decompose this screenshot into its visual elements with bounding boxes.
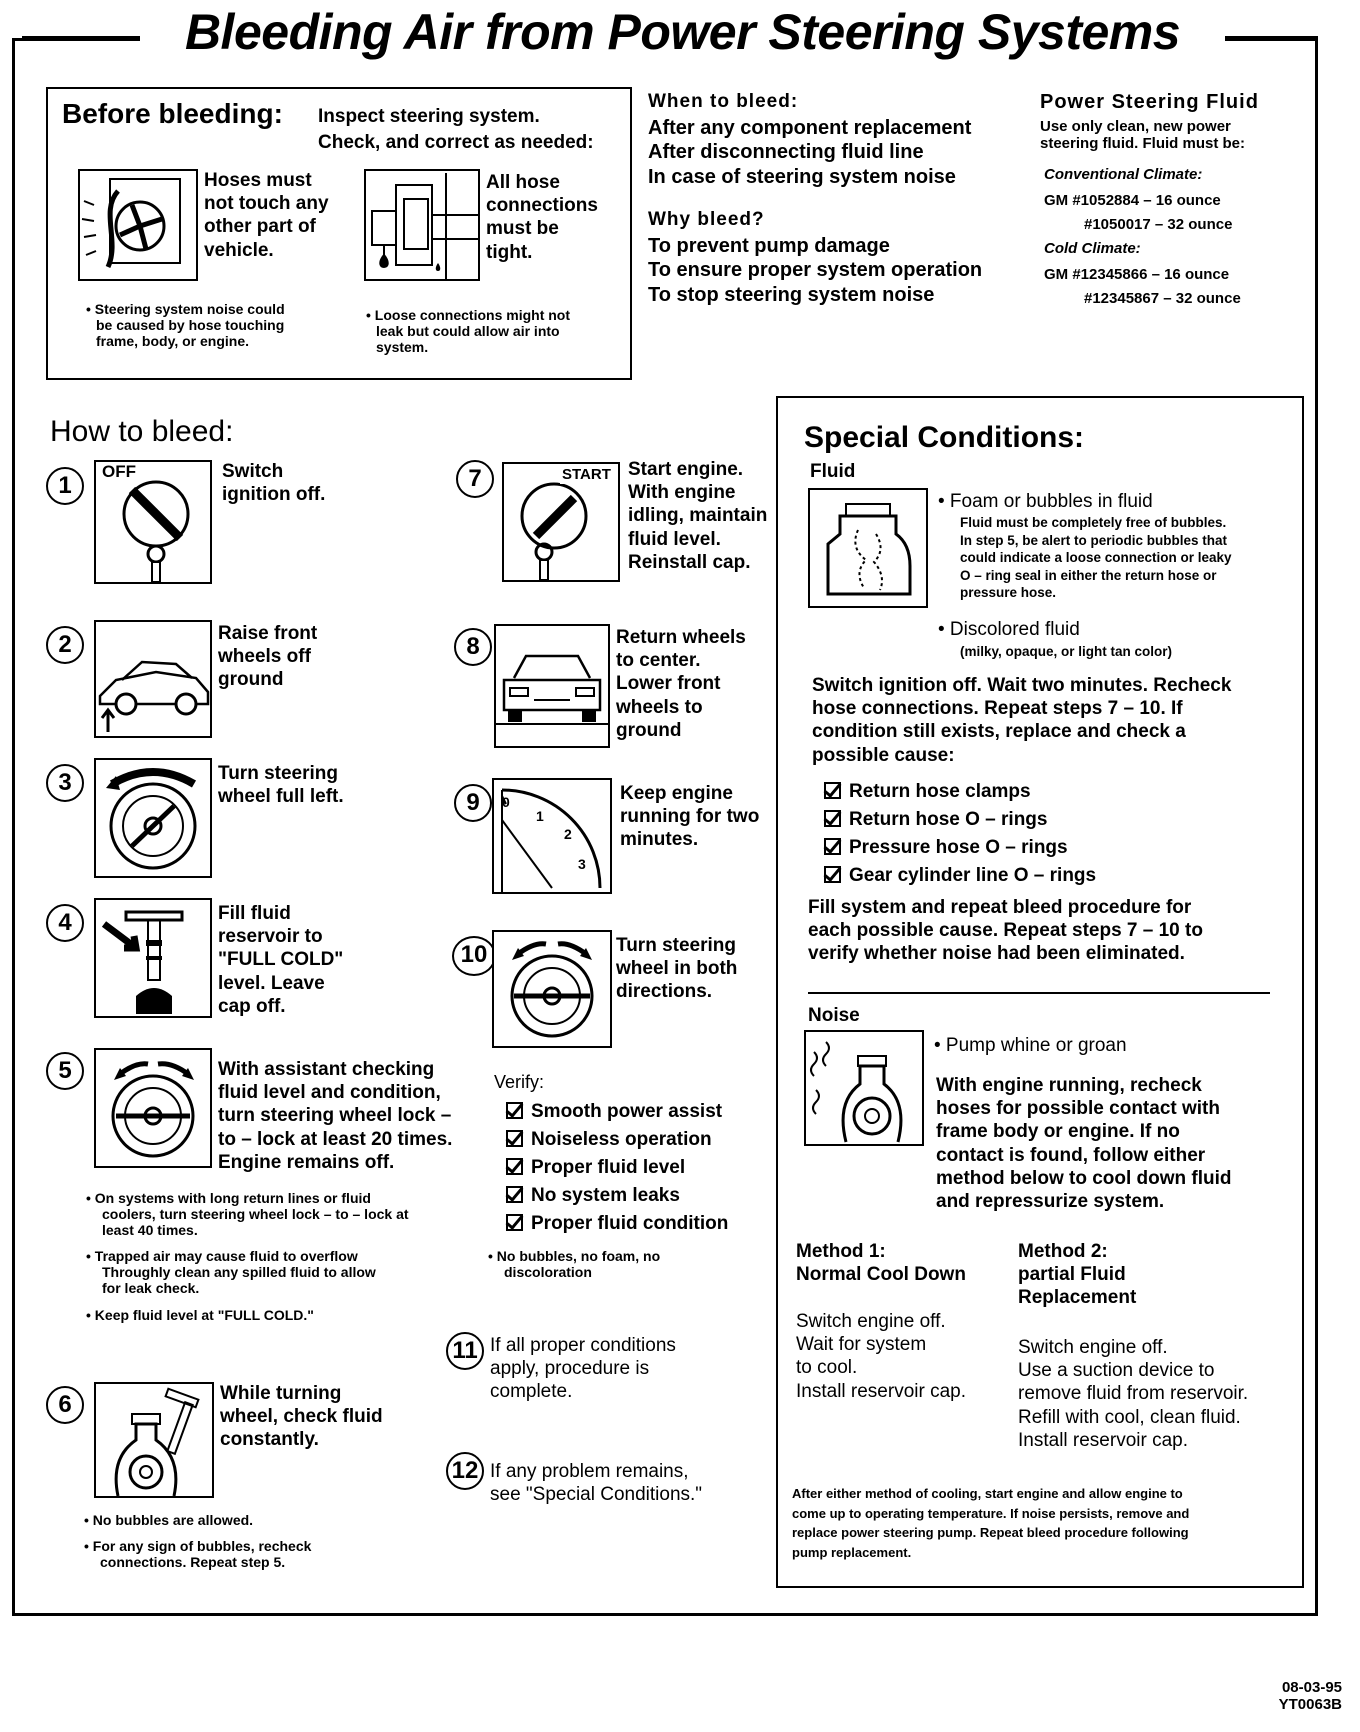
before-item2-line: must be — [486, 218, 559, 240]
document-id: YT0063B — [1278, 1695, 1342, 1713]
special-divider — [808, 992, 1270, 994]
fill-reservoir-icon — [94, 898, 212, 1018]
title-bar — [0, 0, 1360, 70]
gauge-label-1: 1 — [536, 808, 544, 824]
step-6-line: constantly. — [220, 1429, 319, 1451]
step-5-line: turn steering wheel lock – — [218, 1105, 452, 1127]
switch-line: Switch ignition off. Wait two minutes. Recheck — [812, 675, 1232, 696]
fluid-intro-line: steering fluid. Fluid must be: — [1040, 135, 1246, 153]
verify-note — [488, 1248, 660, 1280]
step-2-line: ground — [218, 669, 284, 691]
verify-label: Proper fluid level — [531, 1157, 686, 1178]
hose-connection-icon — [364, 169, 480, 281]
special-fill-text — [808, 896, 1203, 966]
step-6-note-line: • For any sign of bubbles, recheck — [84, 1538, 312, 1555]
step-7-line: With engine — [628, 482, 736, 504]
step-4-line: cap off. — [218, 995, 286, 1017]
cause-item — [824, 862, 1096, 890]
before-note1-line: • Steering system noise could — [86, 301, 285, 317]
step-10-number: 10 — [452, 936, 496, 976]
method-2-line: Refill with cool, clean fluid. — [1018, 1406, 1241, 1428]
fluid-cold-line: GM #12345866 – 16 ounce — [1044, 266, 1230, 283]
check-fluid-icon — [94, 1382, 214, 1498]
special-pump-text — [936, 1074, 1232, 1213]
fill-line: each possible cause. Repeat steps 7 – 10 to — [808, 920, 1203, 942]
verify-label: Smooth power assist — [531, 1101, 723, 1122]
steering-wheel-both-icon — [492, 930, 612, 1048]
method-2-line: Use a suction device to — [1018, 1360, 1215, 1382]
step-2-line: Raise front — [218, 623, 318, 644]
step-7-line: Reinstall cap. — [628, 551, 751, 573]
step-8-line: Lower front — [616, 673, 721, 695]
step-5-line: Engine remains off. — [218, 1151, 395, 1173]
why-lines — [648, 234, 982, 307]
verify-label: Proper fluid condition — [531, 1213, 729, 1234]
when-heading: When to bleed: — [648, 91, 799, 112]
step-6-note-line: • No bubbles are allowed. — [84, 1512, 254, 1528]
title-rule-left — [22, 36, 142, 38]
before-item2-line: All hose — [486, 172, 560, 193]
step-2-line: wheels off — [218, 646, 311, 668]
special-after-text — [792, 1484, 1189, 1562]
gauge-label-2: 2 — [564, 826, 572, 842]
special-discolored-detail: (milky, opaque, or light tan color) — [960, 644, 1173, 659]
step-7-number: 7 — [456, 460, 494, 498]
step-3-line: Turn steering — [218, 763, 338, 784]
pump-line: hoses for possible contact with — [936, 1098, 1220, 1120]
step-4-line: Fill fluid — [218, 903, 291, 924]
step-5-notes — [86, 1190, 409, 1323]
verify-list — [506, 1098, 728, 1238]
step-11-line: If all proper conditions — [490, 1335, 676, 1356]
step-12-text — [490, 1460, 702, 1506]
gauge-label-3: 3 — [578, 856, 586, 872]
method-2-heading — [1018, 1240, 1136, 1310]
step-10-text — [616, 934, 737, 1004]
pump-line: With engine running, recheck — [936, 1075, 1202, 1096]
verify-item — [506, 1154, 728, 1182]
step-12-number: 12 — [446, 1452, 484, 1490]
step-11-number: 11 — [446, 1332, 484, 1370]
verify-item — [506, 1126, 728, 1154]
document-date: 08-03-95 — [1281, 1679, 1342, 1696]
method-2-line: remove fluid from reservoir. — [1018, 1383, 1249, 1405]
verify-note-line: • No bubbles, no foam, no — [488, 1248, 661, 1264]
step-11-text — [490, 1334, 676, 1404]
fluid-conv-line: #1050017 – 32 ounce — [1084, 216, 1233, 233]
step-1-line: ignition off. — [222, 484, 326, 506]
step-5-text — [218, 1058, 452, 1174]
step-4-number: 4 — [46, 904, 84, 942]
step-8-line: wheels to — [616, 696, 703, 718]
foam-detail-line: In step 5, be alert to periodic bubbles that — [960, 532, 1228, 548]
step-3-number: 3 — [46, 764, 84, 802]
when-line: After any component replacement — [648, 117, 972, 139]
after-line: replace power steering pump. Repeat bleed procedure following — [792, 1525, 1189, 1540]
step-6-line: While turning — [220, 1383, 342, 1404]
special-switch-text — [812, 674, 1231, 767]
step-5-line: fluid level and condition, — [218, 1082, 441, 1104]
why-heading: Why bleed? — [648, 209, 765, 230]
gauge-label-0: 0 — [502, 794, 510, 810]
verify-item — [506, 1210, 728, 1238]
pump-line: method below to cool down fluid — [936, 1167, 1232, 1189]
noisy-pump-icon — [804, 1030, 924, 1146]
verify-item — [506, 1098, 728, 1126]
verify-note-line: discoloration — [504, 1264, 592, 1281]
checked-box-icon — [506, 1158, 523, 1175]
step-10-line: wheel in both — [616, 958, 738, 980]
before-note2 — [366, 307, 570, 355]
before-item1-line: vehicle. — [204, 239, 274, 261]
step-7-line: Start engine. — [628, 459, 744, 480]
step-9-number: 9 — [454, 784, 492, 822]
before-note1 — [86, 301, 285, 349]
switch-line: condition still exists, replace and check a — [812, 721, 1186, 743]
before-item1-line: other part of — [204, 216, 316, 238]
fluid-heading: Power Steering Fluid — [1040, 91, 1259, 113]
before-item1-line: not touch any — [204, 193, 329, 215]
how-heading: How to bleed: — [50, 415, 234, 448]
method-2-heading-line: Method 2: — [1018, 1241, 1108, 1262]
cause-item — [824, 806, 1096, 834]
step-3-line: wheel full left. — [218, 786, 344, 808]
cause-label: Pressure hose O – rings — [849, 837, 1068, 858]
step-9-text — [620, 782, 759, 852]
method-1-heading-line: Method 1: — [796, 1241, 886, 1262]
foam-detail-line: pressure hose. — [960, 585, 1057, 601]
step-4-line: "FULL COLD" — [218, 949, 344, 971]
fluid-cold-heading: Cold Climate: — [1044, 240, 1141, 257]
title-rule-right — [1222, 36, 1318, 38]
method-1-heading-line: Normal Cool Down — [796, 1264, 966, 1286]
verify-label: Noiseless operation — [531, 1129, 712, 1150]
spacer — [86, 1297, 409, 1307]
switch-line: hose connections. Repeat steps 7 – 10. If — [812, 698, 1183, 720]
fill-line: Fill system and repeat bleed procedure for — [808, 897, 1192, 918]
cause-label: Gear cylinder line O – rings — [849, 865, 1097, 886]
cause-item — [824, 778, 1096, 806]
method-2-heading-line: partial Fluid — [1018, 1264, 1126, 1286]
step-5-note-line: • Trapped air may cause fluid to overflow — [86, 1248, 358, 1265]
before-item1 — [204, 169, 329, 262]
step-7-text — [628, 458, 767, 574]
step-7-icon-label: START — [562, 466, 611, 483]
fill-line: verify whether noise had been eliminated. — [808, 943, 1185, 965]
special-foam: • Foam or bubbles in fluid — [938, 491, 1153, 512]
step-6-number: 6 — [46, 1386, 84, 1424]
step-5-note-line: coolers, turn steering wheel lock – to – lock at — [102, 1206, 409, 1223]
method-1-heading — [796, 1240, 966, 1286]
document-code — [1256, 1680, 1342, 1713]
step-9-line: minutes. — [620, 829, 699, 851]
step-5-note-line: • Keep fluid level at "FULL COLD." — [86, 1306, 314, 1323]
verify-heading: Verify: — [494, 1072, 545, 1092]
method-1-line: Install reservoir cap. — [796, 1380, 967, 1402]
before-note2-line: leak but could allow air into — [376, 323, 560, 340]
before-note1-line: frame, body, or engine. — [96, 333, 249, 350]
after-line: pump replacement. — [792, 1544, 912, 1560]
page-title: Bleeding Air from Power Steering Systems — [140, 2, 1225, 62]
step-8-text — [616, 626, 746, 742]
step-8-line: to center. — [616, 650, 701, 672]
fluid-cold-line: #12345867 – 32 ounce — [1084, 290, 1241, 307]
step-3-text — [218, 762, 344, 808]
checked-box-icon — [506, 1102, 523, 1119]
raise-car-icon — [94, 620, 212, 738]
when-line: After disconnecting fluid line — [648, 141, 924, 164]
special-heading: Special Conditions: — [804, 421, 1085, 454]
method-2-heading-line: Replacement — [1018, 1287, 1137, 1309]
step-7-line: fluid level. — [628, 528, 721, 550]
special-fluid-heading: Fluid — [810, 461, 856, 482]
step-8-line: Return wheels — [616, 627, 746, 648]
why-line: To prevent pump damage — [648, 235, 890, 257]
method-1-text — [796, 1310, 966, 1403]
pump-line: and repressurize system. — [936, 1190, 1165, 1212]
before-item2-line: tight. — [486, 241, 533, 263]
steering-wheel-lock-icon — [94, 1048, 212, 1168]
step-7-line: idling, maintain — [628, 505, 768, 527]
step-2-number: 2 — [46, 626, 84, 664]
step-1-line: Switch — [222, 461, 284, 482]
steering-wheel-left-icon — [94, 758, 212, 878]
foam-detail-line: Fluid must be completely free of bubbles. — [960, 515, 1227, 530]
special-foam-detail — [960, 514, 1232, 602]
special-discolored: • Discolored fluid — [938, 619, 1080, 640]
step-5-line: With assistant checking — [218, 1059, 435, 1080]
step-4-line: reservoir to — [218, 926, 323, 948]
why-line: To stop steering system noise — [648, 283, 935, 306]
fluid-intro — [1040, 118, 1245, 153]
step-5-number: 5 — [46, 1052, 84, 1090]
step-4-line: level. Leave — [218, 972, 325, 994]
after-line: come up to operating temperature. If noise persists, remove and — [792, 1505, 1190, 1521]
step-6-note-line: connections. Repeat step 5. — [100, 1554, 286, 1571]
switch-line: possible cause: — [812, 744, 955, 766]
before-note1-line: be caused by hose touching — [96, 317, 285, 334]
before-item1-line: Hoses must — [204, 170, 312, 191]
foamy-reservoir-icon — [808, 488, 928, 608]
step-6-text — [220, 1382, 383, 1452]
step-4-text — [218, 902, 343, 1018]
cause-label: Return hose clamps — [849, 781, 1031, 802]
foam-detail-line: could indicate a loose connection or leaky — [960, 550, 1232, 566]
why-line: To ensure proper system operation — [648, 259, 983, 282]
foam-detail-line: O – ring seal in either the return hose or — [960, 567, 1217, 583]
step-10-line: Turn steering — [616, 935, 736, 956]
step-2-text — [218, 622, 317, 692]
checked-box-icon — [824, 838, 841, 855]
special-causes — [824, 778, 1096, 890]
fluid-conv-heading: Conventional Climate: — [1044, 166, 1203, 183]
hose-engine-icon — [78, 169, 198, 281]
cause-item — [824, 834, 1096, 862]
before-item2 — [486, 171, 598, 264]
spacer — [84, 1528, 311, 1538]
method-2-text — [1018, 1336, 1248, 1452]
pump-line: contact is found, follow either — [936, 1144, 1206, 1166]
method-1-line: to cool. — [796, 1357, 858, 1379]
step-6-line: wheel, check fluid — [220, 1406, 383, 1428]
checked-box-icon — [824, 810, 841, 827]
checked-box-icon — [506, 1214, 523, 1231]
pump-line: frame body or engine. If no — [936, 1121, 1180, 1143]
step-11-line: complete. — [490, 1381, 573, 1403]
fluid-conv-line: GM #1052884 – 16 ounce — [1044, 192, 1221, 209]
step-12-line: see "Special Conditions." — [490, 1484, 703, 1506]
checked-box-icon — [824, 866, 841, 883]
before-item2-line: connections — [486, 195, 598, 217]
checked-box-icon — [506, 1130, 523, 1147]
step-6-notes — [84, 1512, 311, 1570]
before-heading: Before bleeding: — [62, 98, 283, 129]
method-2-line: Install reservoir cap. — [1018, 1429, 1189, 1451]
step-1-number: 1 — [46, 467, 84, 505]
before-bleeding-box — [46, 87, 632, 380]
method-1-line: Switch engine off. — [796, 1311, 946, 1332]
step-11-line: apply, procedure is — [490, 1358, 650, 1380]
timer-gauge-icon — [492, 778, 612, 894]
before-sub2: Check, and correct as needed: — [318, 132, 594, 153]
before-note2-line: • Loose connections might not — [366, 307, 571, 323]
method-1-line: Wait for system — [796, 1334, 927, 1356]
fluid-intro-line: Use only clean, new power — [1040, 118, 1231, 135]
after-line: After either method of cooling, start engine and allow engine to — [792, 1486, 1183, 1501]
before-note2-line: system. — [376, 339, 429, 356]
checked-box-icon — [506, 1186, 523, 1203]
step-10-line: directions. — [616, 981, 713, 1003]
before-sub1: Inspect steering system. — [318, 106, 540, 127]
step-5-note-line: least 40 times. — [102, 1222, 198, 1239]
special-pump: • Pump whine or groan — [934, 1035, 1127, 1056]
step-5-line: to – lock at least 20 times. — [218, 1128, 453, 1150]
step-5-note-line: for leak check. — [102, 1280, 200, 1297]
special-noise-heading: Noise — [808, 1005, 860, 1026]
when-lines — [648, 116, 971, 189]
step-8-number: 8 — [454, 628, 492, 666]
spacer — [86, 1238, 409, 1248]
method-2-line: Switch engine off. — [1018, 1337, 1168, 1358]
verify-label: No system leaks — [531, 1185, 680, 1206]
step-5-note-line: Throughly clean any spilled fluid to allow — [102, 1264, 376, 1281]
lower-car-icon — [494, 624, 610, 748]
special-conditions-box — [776, 396, 1304, 1588]
when-line: In case of steering system noise — [648, 165, 956, 188]
checked-box-icon — [824, 782, 841, 799]
step-1-text — [222, 460, 325, 506]
step-8-line: ground — [616, 719, 682, 741]
step-12-line: If any problem remains, — [490, 1461, 689, 1482]
step-1-icon-label: OFF — [102, 462, 136, 481]
step-5-note-line: • On systems with long return lines or fluid — [86, 1190, 371, 1206]
verify-item — [506, 1182, 728, 1210]
step-9-line: running for two — [620, 806, 760, 828]
cause-label: Return hose O – rings — [849, 809, 1048, 830]
step-9-line: Keep engine — [620, 783, 733, 804]
